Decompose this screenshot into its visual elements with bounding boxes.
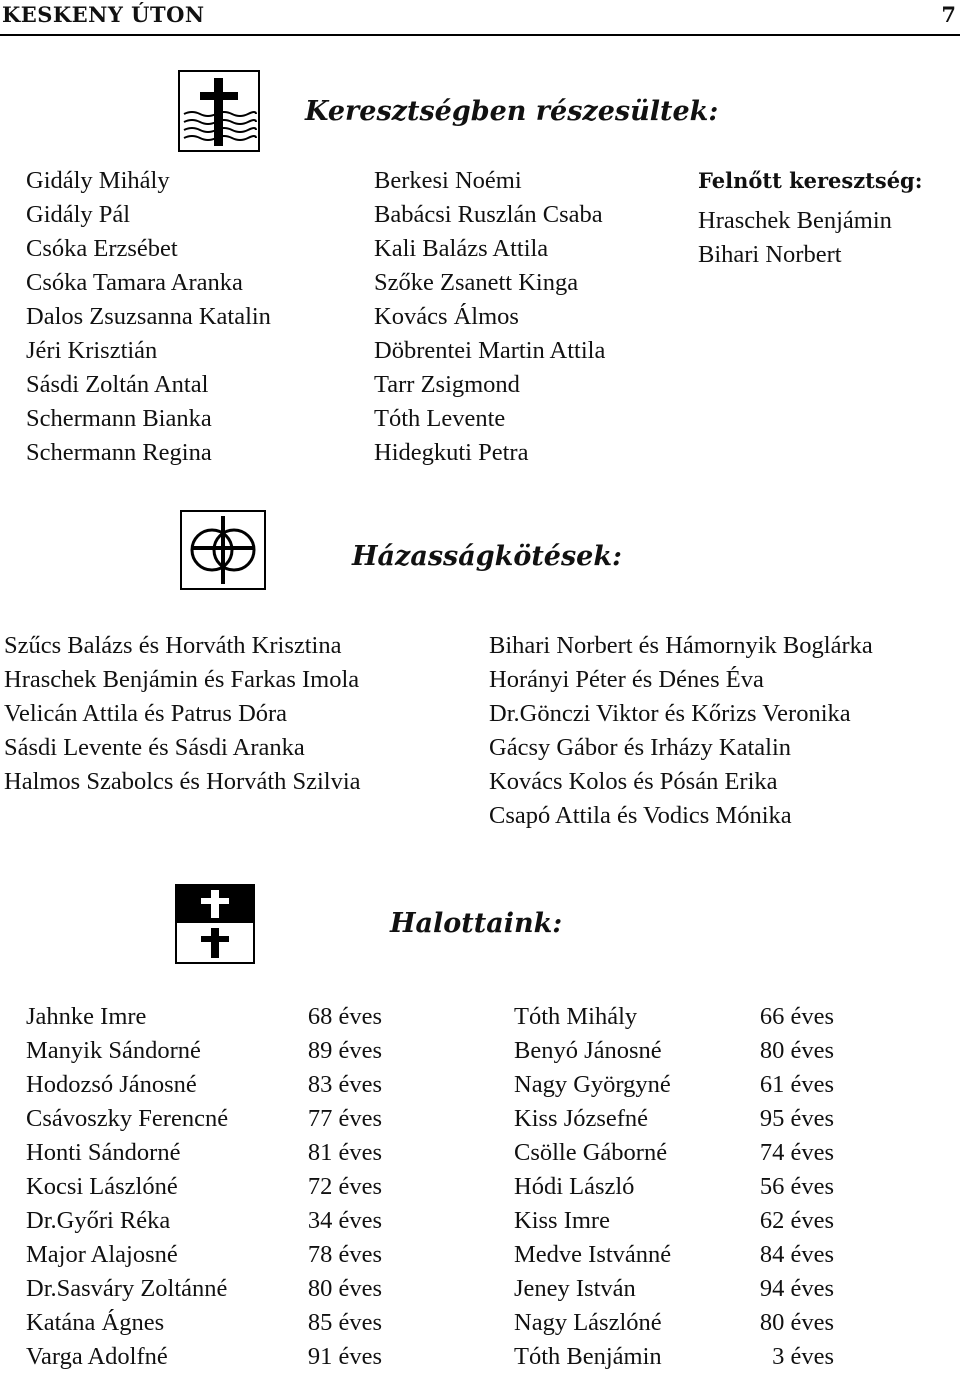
deceased-name: Nagy Györgyné [514, 1071, 671, 1098]
deceased-row [26, 1000, 406, 1034]
deceased-list-left [26, 1000, 406, 1374]
baptism-name: Gidály Pál [26, 201, 131, 228]
deceased-age: 94 éves [759, 1275, 834, 1302]
deceased-row [26, 1034, 406, 1068]
marriage-couple: Kovács Kolos és Pósán Erika [489, 768, 778, 795]
marriage-couple: Gácsy Gábor és Irházy Katalin [489, 734, 792, 761]
adult-baptism-name: Bihari Norbert [698, 241, 842, 268]
baptism-name: Döbrentei Martin Attila [374, 337, 606, 364]
deceased-name: Kiss Józsefné [514, 1105, 649, 1132]
marriage-couple: Horányi Péter és Dénes Éva [489, 666, 764, 693]
baptism-name: Jéri Krisztián [26, 337, 158, 364]
deceased-age: 81 éves [307, 1139, 382, 1166]
deceased-row [514, 1000, 844, 1034]
deceased-name: Kiss Imre [514, 1207, 610, 1234]
deceased-age: 78 éves [307, 1241, 382, 1268]
deceased-name: Dr.Győri Réka [26, 1207, 171, 1234]
baptism-name: Csóka Erzsébet [26, 235, 178, 262]
deceased-row [26, 1306, 406, 1340]
deceased-list-right [514, 1000, 844, 1374]
adult-baptism-list [698, 204, 923, 272]
deceased-row [26, 1136, 406, 1170]
deceased-row [26, 1102, 406, 1136]
baptism-list-2 [374, 164, 605, 470]
deceased-name: Katána Ágnes [26, 1309, 165, 1336]
deceased-age: 80 éves [759, 1309, 834, 1336]
page-header [0, 0, 960, 36]
deceased-name: Jeney István [514, 1275, 636, 1302]
deceased-name: Manyik Sándorné [26, 1037, 201, 1064]
deceased-row [514, 1272, 844, 1306]
deceased-age: 34 éves [307, 1207, 382, 1234]
marriage-couple: Velicán Attila és Patrus Dóra [4, 700, 288, 727]
deceased-age: 77 éves [307, 1105, 382, 1132]
baptism-name: Tarr Zsigmond [374, 371, 520, 398]
deceased-row [514, 1034, 844, 1068]
deceased-row [514, 1204, 844, 1238]
deceased-row [514, 1170, 844, 1204]
marriage-title: Házasságkötések: [352, 541, 623, 572]
deceased-age: 80 éves [759, 1037, 834, 1064]
baptism-name: Babácsi Ruszlán Csaba [374, 201, 603, 228]
marriage-couple: Hraschek Benjámin és Farkas Imola [4, 666, 360, 693]
deceased-name: Dr.Sasváry Zoltánné [26, 1275, 228, 1302]
deceased-age: 91 éves [307, 1343, 382, 1370]
baptism-name: Szőke Zsanett Kinga [374, 269, 579, 296]
deceased-name: Honti Sándorné [26, 1139, 181, 1166]
baptism-name: Hidegkuti Petra [374, 439, 529, 466]
wedding-rings-cross-icon [180, 510, 266, 594]
deceased-name: Major Alajosné [26, 1241, 178, 1268]
deceased-name: Csölle Gáborné [514, 1139, 668, 1166]
marriage-list-2 [489, 629, 873, 833]
adult-baptism [698, 164, 923, 272]
deceased-age: 61 éves [759, 1071, 834, 1098]
deceased-name: Hodozsó Jánosné [26, 1071, 197, 1098]
newsletter-title: KESKENY ÚTON [2, 2, 205, 27]
deceased-age: 3 éves [772, 1343, 834, 1370]
adult-baptism-name: Hraschek Benjámin [698, 207, 892, 234]
marriage-couple: Csapó Attila és Vodics Mónika [489, 802, 792, 829]
marriage-couple: Bihari Norbert és Hámornyik Boglárka [489, 632, 873, 659]
marriage-couple: Szűcs Balázs és Horváth Krisztina [4, 632, 342, 659]
deceased-row [514, 1068, 844, 1102]
deceased-age: 85 éves [307, 1309, 382, 1336]
deceased-name: Kocsi Lászlóné [26, 1173, 178, 1200]
baptism-list-1 [26, 164, 271, 470]
deaths-title: Halottaink: [390, 908, 563, 939]
deceased-age: 83 éves [307, 1071, 382, 1098]
marriage-couple: Dr.Gönczi Viktor és Kőrizs Veronika [489, 700, 851, 727]
baptism-name: Kali Balázs Attila [374, 235, 549, 262]
deceased-name: Tóth Mihály [514, 1003, 638, 1030]
deceased-name: Varga Adolfné [26, 1343, 168, 1370]
baptism-name: Sásdi Zoltán Antal [26, 371, 209, 398]
baptism-name: Gidály Mihály [26, 167, 170, 194]
deceased-name: Medve Istvánné [514, 1241, 672, 1268]
deceased-row [26, 1204, 406, 1238]
deceased-age: 84 éves [759, 1241, 834, 1268]
deceased-row [514, 1136, 844, 1170]
deceased-age: 62 éves [759, 1207, 834, 1234]
baptism-name: Schermann Bianka [26, 405, 212, 432]
adult-baptism-heading: Felnőtt keresztség: [698, 168, 923, 193]
deceased-row [514, 1102, 844, 1136]
baptism-name: Schermann Regina [26, 439, 212, 466]
deceased-name: Benyó Jánosné [514, 1037, 662, 1064]
deceased-age: 72 éves [307, 1173, 382, 1200]
deceased-row [514, 1340, 844, 1374]
deceased-age: 56 éves [759, 1173, 834, 1200]
deceased-age: 68 éves [307, 1003, 382, 1030]
deceased-name: Jahnke Imre [26, 1003, 147, 1030]
deceased-row [514, 1306, 844, 1340]
marriage-couple: Sásdi Levente és Sásdi Aranka [4, 734, 305, 761]
deceased-row [26, 1340, 406, 1374]
deceased-row [26, 1238, 406, 1272]
deceased-age: 95 éves [759, 1105, 834, 1132]
deceased-row [26, 1170, 406, 1204]
baptism-name: Dalos Zsuzsanna Katalin [26, 303, 271, 330]
baptism-title: Keresztségben részesültek: [305, 96, 719, 127]
page-number: 7 [941, 2, 956, 27]
baptism-name: Tóth Levente [374, 405, 506, 432]
marriage-couple: Halmos Szabolcs és Horváth Szilvia [4, 768, 361, 795]
deceased-name: Nagy Lászlóné [514, 1309, 662, 1336]
baptism-name: Csóka Tamara Aranka [26, 269, 243, 296]
deceased-age: 89 éves [307, 1037, 382, 1064]
funeral-cross-icon [175, 884, 255, 968]
deceased-age: 80 éves [307, 1275, 382, 1302]
deceased-age: 66 éves [759, 1003, 834, 1030]
marriage-list-1 [4, 629, 361, 799]
deceased-row [514, 1238, 844, 1272]
baptism-name: Kovács Álmos [374, 303, 519, 330]
deceased-row [26, 1272, 406, 1306]
deceased-name: Hódi László [514, 1173, 635, 1200]
baptism-cross-water-icon [178, 70, 260, 156]
deceased-row [26, 1068, 406, 1102]
baptism-name: Berkesi Noémi [374, 167, 522, 194]
deceased-age: 74 éves [759, 1139, 834, 1166]
deceased-name: Csávoszky Ferencné [26, 1105, 229, 1132]
deceased-name: Tóth Benjámin [514, 1343, 662, 1370]
